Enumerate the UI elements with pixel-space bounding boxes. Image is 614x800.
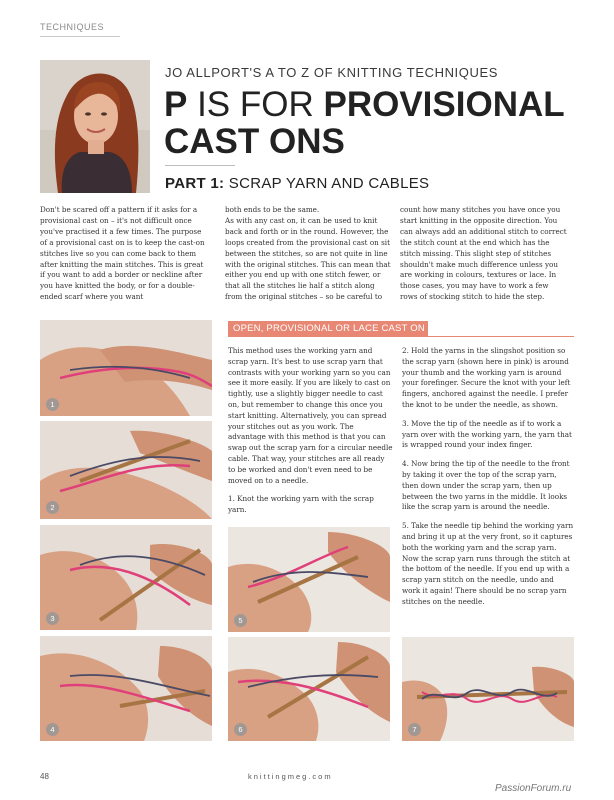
step-number-badge: 2 xyxy=(46,501,59,514)
part-title xyxy=(165,175,429,192)
author-portrait xyxy=(40,60,150,193)
step-5-text: 5. Take the needle tip behind the working yarn and bring it up at the very front, so it captures both the working yarn and the scrap yarn. Now the scrap yarn runs through the stitch at the bottom of the needle. If you end up with a scrap yarn stitch on the needle, undo and work it again! There should be no scrap yarn stitches on the needle. xyxy=(402,521,574,606)
step-photo-4 xyxy=(40,636,212,741)
technique-divider xyxy=(228,336,574,337)
section-tag: TECHNIQUES xyxy=(40,22,105,32)
step-3-text: 3. Move the tip of the needle as if to work a yarn over with the working yarn, the yarn that is wrapped round your index finger. xyxy=(402,418,572,450)
technique-heading: OPEN, PROVISIONAL OR LACE CAST ON xyxy=(228,321,428,336)
step-number-badge: 7 xyxy=(408,723,421,736)
section-divider xyxy=(40,36,120,37)
headline-mid: IS FOR xyxy=(187,85,324,124)
watermark: PassionForum.ru xyxy=(495,783,572,794)
step-4-text: 4. Now bring the tip of the needle to the front by taking it over the top of the scrap yarn, then down under the scrap yarn, then up between the two yarns in the middle. It looks like the scrap yarn is around the needle. xyxy=(402,459,570,512)
step-number-badge: 4 xyxy=(46,723,59,736)
step-2-text: 2. Hold the yarns in the slingshot position so the scrap yarn (shown here in pink) is around your thumb and the working yarn is around your forefinger. Secure the knot with your left fingers, anchored against the needle. I prefer the knot to be under the needle, as shown. xyxy=(402,346,571,409)
step-photo-3 xyxy=(40,525,212,630)
site-url: knittingmeg.com xyxy=(248,772,333,781)
series-title: JO ALLPORT'S A TO Z OF KNITTING TECHNIQUES xyxy=(165,65,499,80)
page-headline xyxy=(164,86,604,160)
headline-line2: CAST ONS xyxy=(164,122,345,161)
step-number-badge: 3 xyxy=(46,612,59,625)
page-number: 48 xyxy=(40,772,49,781)
part-subtitle: SCRAP YARN AND CABLES xyxy=(224,175,430,192)
step-number-badge: 5 xyxy=(234,614,247,627)
intro-column-1: Don't be scared off a pattern if it asks for a provisional cast on – it's not difficult once you've practised it a few times. The purpose of a provisional cast on is to keep the cast-on stitches live so you can come back to them after knitting the main stitches. This is great if you want to add a border or neckline after you have knitted the body, or for a double-ended scarf where you want xyxy=(40,205,205,302)
step-number-badge: 6 xyxy=(234,723,247,736)
step-1-text: 1. Knot the working yarn with the scrap yarn. xyxy=(228,494,374,515)
intro-column-3: count how many stitches you have once you start knitting in the opposite direction. You can always add an additional stitch to correct the stitch count at the end which has the stitch missing. This slight step of stitches shouldn't make much difference unless you are working in colours, textures or lace. In those cases, you may have to work a few rows of stocking stitch to hide the step. xyxy=(400,205,567,302)
intro-column-2: both ends to be the same. As with any cast on, it can be used to knit back and forth or in the round. However, the loops created from the provisional cast on sit between the stitches, so are not quite in line with the original stitches. This can mean that either you end up with one stitch fewer, or that all the stitches lie half a stitch along from the original stitches – so be careful to xyxy=(225,205,391,302)
title-divider xyxy=(165,165,235,166)
step-photo-6 xyxy=(228,637,390,741)
instructions-column-2 xyxy=(402,346,574,616)
step-photo-5 xyxy=(228,527,390,632)
step-photo-2 xyxy=(40,421,212,519)
headline-word: PROVISIONAL xyxy=(323,85,565,124)
part-label: PART 1: xyxy=(165,175,225,192)
step-number-badge: 1 xyxy=(46,398,59,411)
instructions-column-1 xyxy=(228,346,393,524)
headline-letter: P xyxy=(164,85,188,124)
step-photo-7 xyxy=(402,637,574,741)
step-photo-1 xyxy=(40,320,212,416)
method-intro: This method uses the working yarn and scrap yarn. It's best to use scrap yarn that contrasts with your working yarn so you can see it more easily. If you are likely to cast on tightly, use a slightly bigger needle to cast on, but remember to change this once you start knitting. Alternatively, you can spread your stitches out as you work. The advantage with this method is that you can swap out the scrap yarn for a circular needle cable. That way, your stitches are all ready to be worked and don't even need to be moved on to a needle. xyxy=(228,346,393,485)
